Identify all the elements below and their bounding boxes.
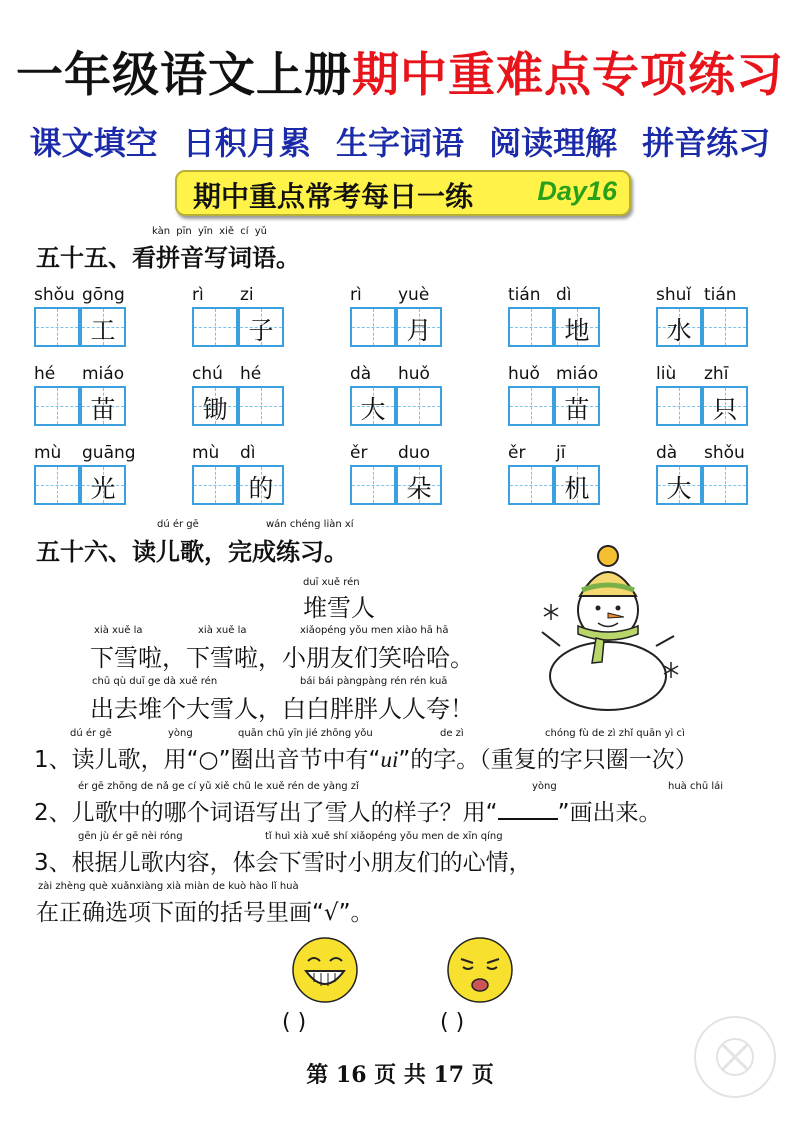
tianzi-cell-blank[interactable]	[396, 386, 442, 426]
tianzi-cell-filled	[350, 386, 396, 426]
grid-pinyin-label: shuǐ	[656, 285, 692, 305]
tianzi-cell-filled	[80, 386, 126, 426]
poem-line2-pinyin: chū qù duī ge dà xuě rén	[92, 676, 218, 687]
q2-pinyin: huà chū lái	[668, 781, 724, 792]
grid-pinyin-label: chú	[192, 364, 223, 384]
grid-pinyin-label: yuè	[398, 285, 430, 305]
grid-pinyin-label: tián	[508, 285, 541, 305]
tianzi-cell-filled	[238, 465, 284, 505]
grid-character: 锄	[202, 395, 228, 424]
topic-item: 阅读理解	[489, 124, 618, 162]
grid-pinyin-label: shǒu	[34, 285, 75, 305]
topic-item: 生字词语	[335, 124, 464, 162]
grid-pinyin-label: rì	[350, 285, 362, 305]
grid-pinyin-label: shǒu	[704, 443, 745, 463]
grid-pinyin-label: dì	[240, 443, 256, 463]
grid-pinyin-label: hé	[240, 364, 262, 384]
grid-pinyin-label: tián	[704, 285, 737, 305]
topic-item: 拼音练习	[642, 124, 771, 162]
tianzi-cell-blank[interactable]	[34, 386, 80, 426]
tianzi-cell-blank[interactable]	[508, 465, 554, 505]
poem-title-pinyin: duī xuě rén	[303, 577, 360, 588]
q3-pinyin: gēn jù ér gē nèi róng	[78, 831, 183, 842]
grid-pinyin-label: mù	[34, 443, 62, 463]
grid-pinyin-label: ěr	[350, 443, 368, 463]
page-number: 第 16 页 共 17 页	[306, 1062, 494, 1088]
grid-pinyin-label: dà	[350, 364, 372, 384]
happy-face-icon	[290, 935, 360, 1005]
q1-pinyin: chóng fù de zì zhǐ quān yì cì	[545, 728, 685, 739]
grid-pinyin-label: gōng	[82, 285, 125, 305]
question-2: 2、儿歌中的哪个词语写出了雪人的样子？用“ ”画出来。	[34, 800, 662, 826]
q3-pinyin: tǐ huì xià xuě shí xiǎopéng yǒu men de xīn qíng	[265, 831, 503, 842]
sad-face-icon	[445, 935, 515, 1005]
tianzi-cell-blank[interactable]	[508, 307, 554, 347]
tianzi-cell-filled	[554, 386, 600, 426]
grid-character: 苗	[564, 395, 590, 424]
q1-pinyin: dú ér gē	[70, 728, 112, 739]
tianzi-cell-blank[interactable]	[192, 465, 238, 505]
tianzi-cell-blank[interactable]	[702, 465, 748, 505]
grid-pinyin-label: miáo	[82, 364, 125, 384]
tianzi-cell-blank[interactable]	[34, 307, 80, 347]
grid-character: 大	[666, 474, 692, 503]
banner-text: 期中重点常考每日一练	[193, 180, 474, 213]
grid-character: 光	[90, 474, 116, 503]
grid-pinyin-label: rì	[192, 285, 204, 305]
section55-pinyin: kàn pīn yīn xiě cí yǔ	[152, 226, 267, 237]
answer-paren-happy[interactable]: ( )	[282, 1010, 307, 1035]
q2-pinyin: yòng	[532, 781, 557, 792]
grid-pinyin-label: guāng	[82, 443, 136, 463]
grid-character: 子	[248, 316, 274, 345]
grid-character: 月	[406, 316, 432, 345]
poem-line1-pinyin: xiǎopéng yǒu men xiào hā hā	[300, 625, 449, 636]
poem-title: 堆雪人	[303, 594, 375, 622]
question-1: 1、读儿歌，用“○”圈出音节中有“ui”的字。（重复的字只圈一次）	[34, 747, 698, 773]
grid-pinyin-label: jī	[556, 443, 566, 463]
topic-item: 日积月累	[182, 124, 311, 162]
q1-pinyin: quān chū yīn jié zhōng yǒu	[238, 728, 373, 739]
tianzi-cell-filled	[80, 307, 126, 347]
grid-pinyin-label: huǒ	[398, 364, 430, 384]
grid-pinyin-label: hé	[34, 364, 56, 384]
grid-character: 朵	[406, 474, 432, 503]
tianzi-cell-filled	[396, 465, 442, 505]
tianzi-cell-filled	[656, 307, 702, 347]
question-3-line2: 在正确选项下面的括号里画“√”。	[36, 900, 374, 926]
tianzi-cell-filled	[554, 465, 600, 505]
topic-item: 课文填空	[29, 124, 158, 162]
banner-day: Day16	[537, 176, 617, 206]
section55-heading: 五十五、看拼音写词语。	[36, 244, 300, 272]
tianzi-cell-filled	[396, 307, 442, 347]
tianzi-cell-blank[interactable]	[350, 307, 396, 347]
title-red-part: 期中重难点专项练习	[352, 48, 784, 103]
q1-pinyin: yòng	[168, 728, 193, 739]
tianzi-cell-blank[interactable]	[350, 465, 396, 505]
page-title	[0, 38, 800, 105]
tianzi-cell-blank[interactable]	[34, 465, 80, 505]
grid-character: 水	[666, 316, 692, 345]
tianzi-cell-filled	[80, 465, 126, 505]
poem-line1-pinyin: xià xuě la	[94, 625, 143, 636]
grid-character: 苗	[90, 395, 116, 424]
grid-pinyin-label: duo	[398, 443, 430, 463]
question-3-line1: 3、根据儿歌内容，体会下雪时小朋友们的心情，	[34, 850, 532, 876]
grid-pinyin-label: huǒ	[508, 364, 540, 384]
tianzi-cell-filled	[702, 386, 748, 426]
snowman-illustration	[536, 538, 686, 713]
watermark-stamp-icon	[690, 1012, 780, 1102]
section56-pinyin-a: dú ér gē	[157, 519, 199, 530]
poem-line1-pinyin: xià xuě la	[198, 625, 247, 636]
grid-pinyin-label: dì	[556, 285, 572, 305]
grid-character: 机	[564, 474, 590, 503]
poem-line2: 出去堆个大雪人，白白胖胖人人夸！	[90, 695, 474, 723]
grid-character: 大	[360, 395, 386, 424]
q2-pinyin: ér gē zhōng de nǎ ge cí yǔ xiě chū le xuě rén de yàng zǐ	[78, 781, 359, 792]
q1-pinyin: de zì	[440, 728, 464, 739]
tianzi-cell-filled	[554, 307, 600, 347]
grid-character: 只	[712, 395, 738, 424]
grid-pinyin-label: mù	[192, 443, 220, 463]
subtitle-topics	[0, 118, 800, 164]
poem-line2-pinyin: bái bái pàngpàng rén rén kuā	[300, 676, 448, 687]
tianzi-cell-blank[interactable]	[192, 307, 238, 347]
title-black-part: 一年级语文上册	[16, 48, 352, 103]
grid-pinyin-label: zi	[240, 285, 254, 305]
tianzi-cell-filled	[192, 386, 238, 426]
tianzi-cell-blank[interactable]	[238, 386, 284, 426]
tianzi-cell-blank[interactable]	[508, 386, 554, 426]
tianzi-cell-blank[interactable]	[656, 386, 702, 426]
grid-pinyin-label: zhī	[704, 364, 729, 384]
answer-blank[interactable]	[498, 800, 558, 820]
section56-pinyin-b: wán chéng liàn xí	[266, 519, 354, 530]
tianzi-cell-filled	[238, 307, 284, 347]
tianzi-cell-filled	[656, 465, 702, 505]
grid-character: 工	[90, 316, 116, 345]
grid-character: 地	[564, 316, 590, 345]
daily-practice-banner	[175, 170, 631, 216]
grid-pinyin-label: dà	[656, 443, 678, 463]
section56-heading: 五十六、读儿歌，完成练习。	[36, 538, 348, 566]
grid-character: 的	[248, 474, 274, 503]
grid-pinyin-label: miáo	[556, 364, 599, 384]
tianzi-cell-blank[interactable]	[702, 307, 748, 347]
grid-pinyin-label: liù	[656, 364, 677, 384]
poem-line1: 下雪啦，下雪啦，小朋友们笑哈哈。	[90, 644, 474, 672]
answer-paren-sad[interactable]: ( )	[440, 1010, 465, 1035]
grid-pinyin-label: ěr	[508, 443, 526, 463]
q3-pinyin-2: zài zhèng què xuǎnxiàng xià miàn de kuò hào lǐ huà	[38, 881, 299, 892]
